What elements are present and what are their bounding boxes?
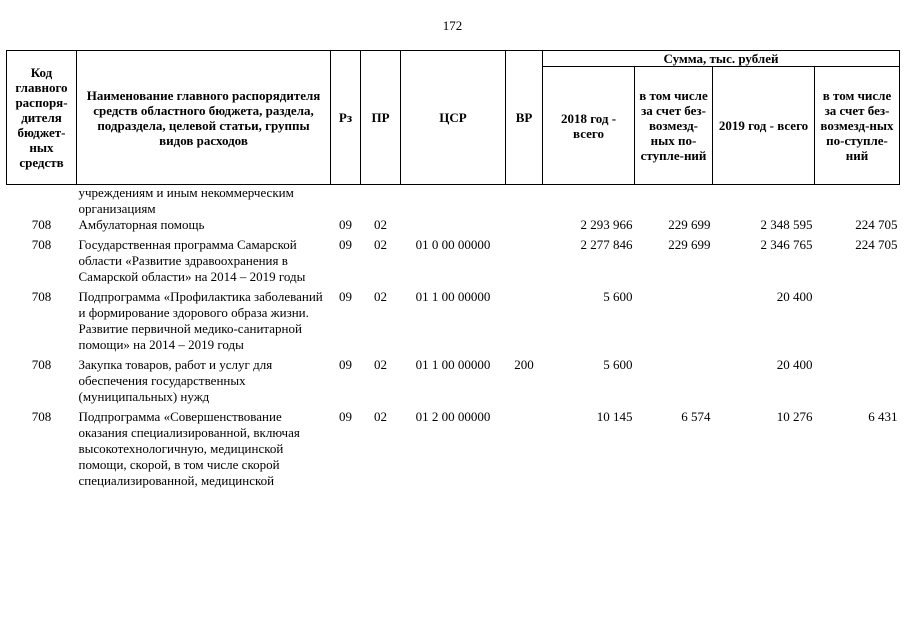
row-vr: 200: [514, 357, 534, 372]
row-vr: [506, 185, 543, 218]
row-2018-free: [635, 285, 713, 353]
row-name: Амбулаторная помощь: [78, 217, 205, 232]
row-pr: 02: [374, 217, 387, 232]
row-rz: [331, 185, 361, 218]
row-2019-free: [815, 185, 900, 218]
table-header: [7, 51, 900, 185]
header-pr: ПР: [361, 51, 401, 185]
row-2019-total: 10 276: [776, 409, 813, 424]
row-csr: 01 0 00 00000: [415, 237, 491, 252]
row-2019-free: 224 705: [855, 217, 898, 232]
row-pr: 02: [374, 237, 387, 252]
row-2019-total: 2 348 595: [760, 217, 813, 232]
row-pr: 02: [374, 289, 387, 304]
row-vr: [506, 233, 543, 285]
table-body: [7, 185, 900, 490]
header-2019-free: в том числе за счет без-возмезд-ных по-ступле-ний: [815, 67, 900, 185]
row-2019-free: 224 705: [855, 237, 898, 252]
row-vr: [506, 285, 543, 353]
row-code: 708: [31, 357, 52, 372]
table-row: [7, 353, 900, 405]
row-code: 708: [31, 237, 52, 252]
row-pr: 02: [374, 357, 387, 372]
row-name: Подпрограмма «Профилактика заболеваний и формирование здорового образа жизни. Развитие первичной медико-санитарной помощи» на 2014 – 2019 годы: [78, 289, 323, 352]
header-csr: ЦСР: [401, 51, 506, 185]
row-csr: [401, 217, 506, 233]
row-2018-total: 2 293 966: [580, 217, 633, 232]
row-2019-total: 2 346 765: [760, 237, 813, 252]
row-2019-free: [815, 285, 900, 353]
row-2019-free: [815, 353, 900, 405]
row-2019-free: 6 431: [868, 409, 898, 424]
row-rz: 09: [339, 357, 352, 372]
table-row: [7, 285, 900, 353]
row-2018-free: [635, 353, 713, 405]
row-2019-total: [713, 185, 815, 218]
header-2019-total: 2019 год - всего: [713, 67, 815, 185]
row-name: Закупка товаров, работ и услуг для обеспечения государственных (муниципальных) нужд: [78, 357, 273, 404]
header-vr: ВР: [506, 51, 543, 185]
row-2018-total: 10 145: [596, 409, 633, 424]
row-csr: 01 2 00 00000: [415, 409, 491, 424]
row-2018-free: [635, 185, 713, 218]
header-name: Наименование главного распорядителя средств областного бюджета, раздела, подраздела, целевой статьи, группы видов расходов: [77, 51, 331, 185]
row-name: учреждениям и иным некоммерческим организациям: [78, 185, 294, 216]
row-rz: 09: [339, 409, 352, 424]
row-pr: 02: [374, 409, 387, 424]
row-vr: [506, 217, 543, 233]
row-csr: 01 1 00 00000: [415, 289, 491, 304]
row-2018-free: 229 699: [668, 217, 711, 232]
row-rz: 09: [339, 217, 352, 232]
row-2018-total: [543, 185, 635, 218]
table-row: [7, 185, 900, 218]
row-rz: 09: [339, 289, 352, 304]
budget-table: [6, 50, 900, 489]
page-number: 172: [442, 18, 463, 33]
row-pr: [361, 185, 401, 218]
row-csr: [401, 185, 506, 218]
header-code: Код главного распоря-дителя бюджет-ных средств: [7, 51, 77, 185]
row-code: 708: [31, 217, 52, 232]
header-sum: Сумма, тыс. рублей: [543, 51, 900, 67]
row-2018-total: 5 600: [603, 289, 633, 304]
row-name: Подпрограмма «Совершенствование оказания специализированной, включая высокотехнологичную, медицинской помощи, скорой, в том числе скорой специализированной, медицинской: [78, 409, 300, 488]
row-2018-total: 2 277 846: [580, 237, 633, 252]
row-code: 708: [31, 289, 52, 304]
row-2018-total: 5 600: [603, 357, 633, 372]
row-name: Государственная программа Самарской области «Развитие здравоохранения в Самарской области» на 2014 – 2019 годы: [78, 237, 306, 284]
row-2019-total: 20 400: [776, 289, 813, 304]
row-vr: [506, 405, 543, 489]
table-row: [7, 217, 900, 233]
row-rz: 09: [339, 237, 352, 252]
row-2019-total: 20 400: [776, 357, 813, 372]
header-2018-free: в том числе за счет без-возмезд-ных по-ступле-ний: [635, 67, 713, 185]
table-row: [7, 233, 900, 285]
row-csr: 01 1 00 00000: [415, 357, 491, 372]
row-code: 708: [31, 409, 52, 424]
table-row: [7, 405, 900, 489]
header-rz: Рз: [331, 51, 361, 185]
row-2018-free: 6 574: [681, 409, 711, 424]
row-2018-free: 229 699: [668, 237, 711, 252]
header-2018-total: 2018 год - всего: [543, 67, 635, 185]
row-code: [7, 185, 77, 218]
